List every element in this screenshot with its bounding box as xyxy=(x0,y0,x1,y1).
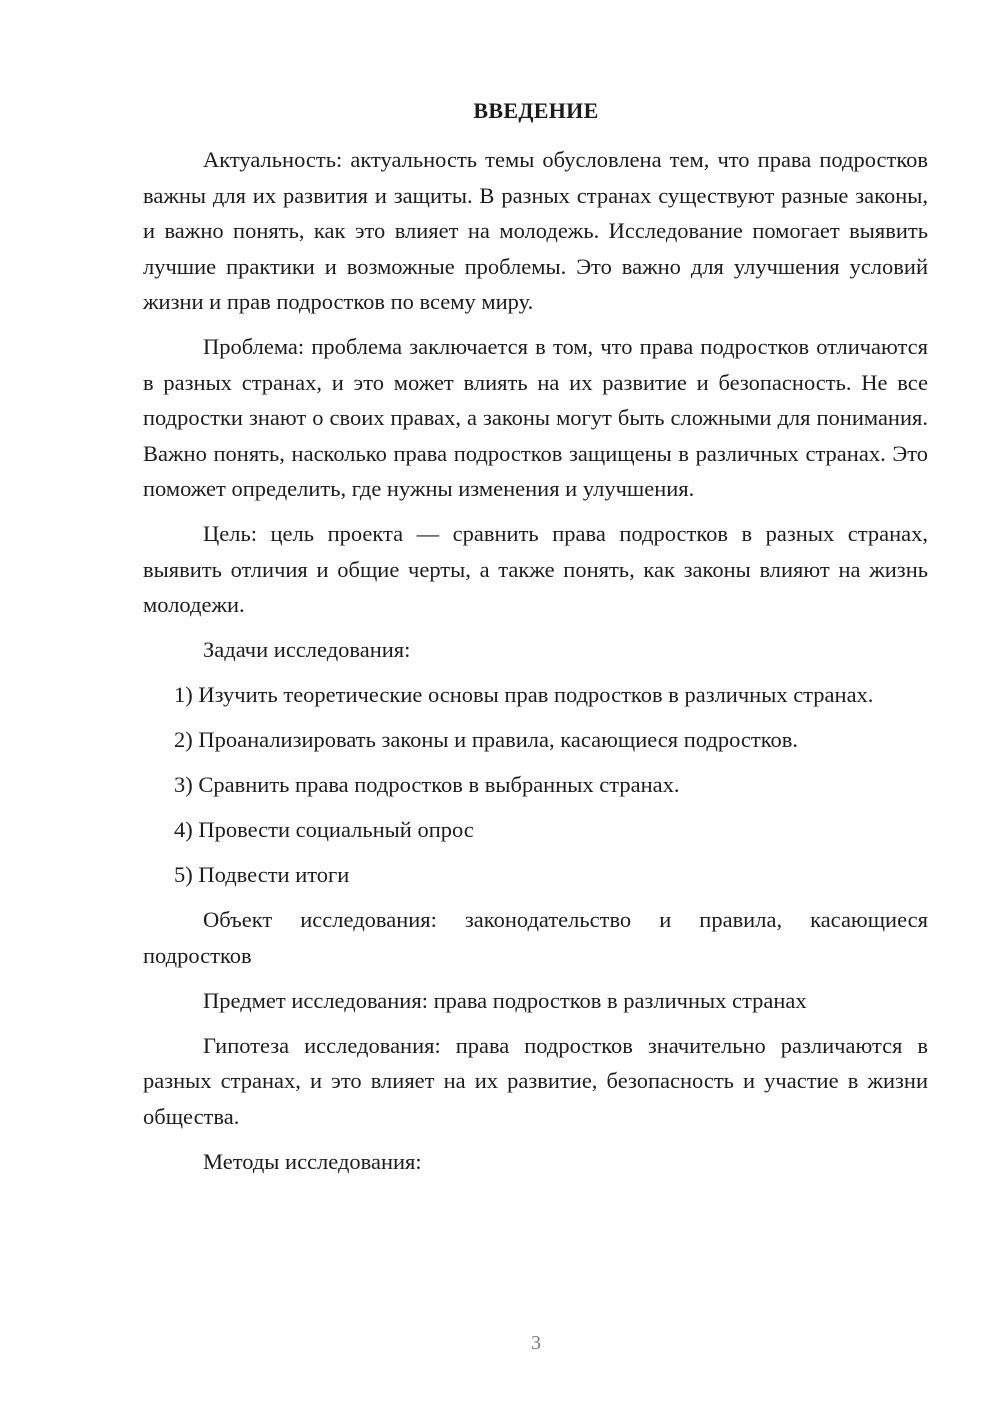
tasks-heading: Задачи исследования: xyxy=(203,637,411,662)
paragraph-hypothesis: Гипотеза исследования: права подростков значительно различаются в разных странах, и это влияет на их развитие, безопасность и участие в жизни общества. xyxy=(143,1032,928,1129)
task-item: 5) Подвести итоги xyxy=(174,862,350,887)
paragraph-goal: Цель: цель проекта — сравнить права подростков в разных странах, выявить отличия и общие черты, а также понять, как законы влияют на жизнь молодежи. xyxy=(143,521,928,617)
task-item: 2) Проанализировать законы и правила, касающиеся подростков. xyxy=(174,727,799,752)
task-item: 4) Провести социальный опрос xyxy=(174,817,474,842)
task-item: 1) Изучить теоретические основы прав подростков в различных странах. xyxy=(174,682,874,707)
paragraph-problem: Проблема: проблема заключается в том, что права подростков отличаются в разных странах, и это может влиять на их развитие и безопасность. Не все подростки знают о своих правах, а законы могут быть сложными для понимания. Важно понять, насколько права подростков защищены в различных странах. Это поможет определить, где нужны изменения и улучшения. xyxy=(143,334,928,501)
paragraph-object: Объект исследования: законодательство и правила, касающиеся подростков xyxy=(143,907,928,968)
page-number: 3 xyxy=(531,1332,541,1354)
document-body xyxy=(143,142,928,1179)
page-title: ВВЕДЕНИЕ xyxy=(473,98,599,123)
paragraph-subject: Предмет исследования: права подростков в различных странах xyxy=(203,987,807,1013)
paragraph-methods: Методы исследования: xyxy=(203,1148,422,1174)
task-item: 3) Сравнить права подростков в выбранных странах. xyxy=(174,772,680,797)
paragraph-relevance: Актуальность: актуальность темы обусловлена тем, что права подростков важны для их развития и защиты. В разных странах существуют разные законы, и важно понять, как это влияет на молодежь. Исследование помогает выявить лучшие практики и возможные проблемы. Это важно для улучшения условий жизни и прав подростков по всему миру. xyxy=(143,147,928,314)
